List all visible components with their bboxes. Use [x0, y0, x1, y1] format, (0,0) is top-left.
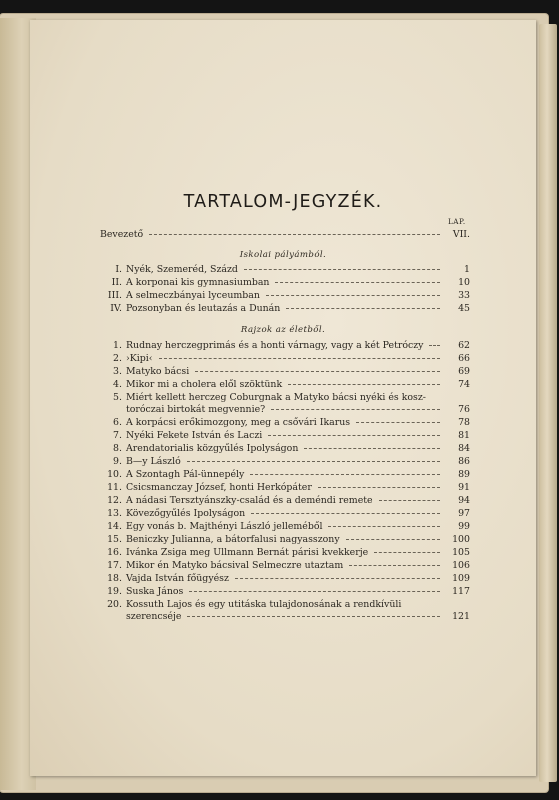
toc-entry-title: Arendatorialis közgyűlés Ipolyságon: [126, 443, 299, 454]
leader-dots: [429, 345, 440, 346]
toc-row: [100, 443, 470, 456]
toc-entry-number: 5.: [113, 392, 122, 403]
toc-entry-page: 62: [458, 340, 470, 351]
toc-entry-number: 16.: [107, 547, 122, 558]
toc-entry-number: IV.: [110, 303, 122, 314]
leader-dots: [374, 552, 440, 553]
leader-dots: [318, 487, 440, 488]
leader-dots: [187, 616, 440, 617]
toc-entry-title-continuation: toróczai birtokát megvennie?: [126, 404, 266, 415]
toc-entry-number: 3.: [113, 366, 122, 377]
toc-row: [100, 586, 470, 599]
toc-row: [100, 495, 470, 508]
toc-entry-page: 45: [458, 303, 470, 314]
section-heading: Iskolai pályámból.: [239, 250, 327, 260]
toc-entry-title: A selmeczbányai lyceumban: [126, 290, 260, 301]
toc-entry-page: 81: [458, 430, 470, 441]
leader-dots: [304, 448, 440, 449]
toc-entry-page: 10: [458, 277, 470, 288]
toc-entry-number: I.: [115, 264, 122, 275]
toc-entry-title: Pozsonyban és leutazás a Dunán: [126, 303, 281, 314]
leader-dots: [195, 371, 440, 372]
toc-entry-number: 8.: [113, 443, 122, 454]
leader-dots: [266, 295, 440, 296]
toc-entry-number: III.: [107, 290, 122, 301]
toc-entry-number: 7.: [113, 430, 122, 441]
toc-row: [100, 353, 470, 366]
toc-entry-title: Mikor mi a cholera elől szöktünk: [126, 379, 283, 390]
toc-entry-title: Kövezőgyűlés Ipolyságon: [126, 508, 246, 519]
toc-entry-page: 74: [458, 379, 470, 390]
leader-dots: [379, 500, 440, 501]
toc-entry-title: Egy vonás b. Majthényi László jelleméből: [126, 521, 323, 532]
toc-entry-number: 10.: [107, 469, 122, 480]
toc-entry-number: 11.: [107, 482, 122, 493]
page-column-header: LAP.: [448, 217, 466, 226]
toc-entry-title: Miért kellett herczeg Coburgnak a Matyko bácsi nyéki és kosz-: [126, 392, 426, 403]
leader-dots: [250, 474, 440, 475]
toc-entry-page: 84: [458, 443, 470, 454]
toc-row: [100, 508, 470, 521]
toc-entry-title: Vajda István főügyész: [126, 573, 229, 584]
toc-entry-title: Suska János: [126, 586, 184, 597]
toc-row: [100, 290, 470, 303]
leader-dots: [328, 526, 440, 527]
toc-row: [100, 534, 470, 547]
toc-entry-number: 20.: [107, 599, 122, 610]
toc-entry-number: 14.: [107, 521, 122, 532]
toc-entry-title: Rudnay herczegprimás és a honti várnagy, vagy a két Petróczy: [126, 340, 424, 351]
toc-row: [100, 547, 470, 560]
toc-entry-number: 9.: [113, 456, 122, 467]
leader-dots: [356, 422, 440, 423]
toc-entry-number: 12.: [107, 495, 122, 506]
toc-row: [100, 521, 470, 534]
toc-entry-title: Bevezető: [100, 229, 144, 240]
toc-row: [100, 573, 470, 586]
toc-entry-page: 66: [458, 353, 470, 364]
toc-entry-title: A korpácsi erőkimozgony, meg a csővári Ikarus: [126, 417, 351, 428]
toc-row: [100, 482, 470, 495]
page-edges: [539, 24, 557, 782]
leader-dots: [235, 578, 440, 579]
toc-entry-number: 17.: [107, 560, 122, 571]
leader-dots: [275, 282, 440, 283]
toc-row: [100, 366, 470, 379]
toc-row: [100, 264, 470, 277]
toc-row-continuation: [126, 611, 470, 624]
toc-entry-page: 76: [458, 404, 470, 415]
toc-entry-page: VII.: [452, 229, 470, 240]
toc-row: [100, 340, 470, 353]
toc-row: [100, 469, 470, 482]
toc-entry-page: 89: [458, 469, 470, 480]
toc-entry-number: 4.: [113, 379, 122, 390]
toc-entry-title: Beniczky Julianna, a bátorfalusi nagyasszony: [126, 534, 340, 545]
leader-dots: [187, 461, 440, 462]
toc-row: [100, 430, 470, 443]
toc-entry-page: 117: [452, 586, 470, 597]
leader-dots: [346, 539, 440, 540]
toc-entry-number: 15.: [107, 534, 122, 545]
toc-entry-title: Matyko bácsi: [126, 366, 190, 377]
leader-dots: [189, 591, 440, 592]
toc-entry-page: 78: [458, 417, 470, 428]
toc-entry-title: B—y László: [126, 456, 181, 467]
toc-row: [100, 417, 470, 430]
toc-entry-page: 86: [458, 456, 470, 467]
toc-entry-page: 100: [452, 534, 470, 545]
toc-entry-title: ›Kipi‹: [126, 353, 153, 364]
toc-entry-page: 94: [458, 495, 470, 506]
toc-entry-page: 109: [452, 573, 470, 584]
leader-dots: [271, 409, 440, 410]
toc-entry-number: II.: [111, 277, 122, 288]
page-title: TARTALOM-JEGYZÉK.: [183, 192, 383, 212]
toc-entry-title: Nyéki Fekete István és Laczi: [126, 430, 263, 441]
toc-entry-number: 2.: [113, 353, 122, 364]
toc-intro-row: [100, 229, 470, 242]
leader-dots: [286, 308, 440, 309]
toc-entry-page: 33: [458, 290, 470, 301]
toc-entry-number: 13.: [107, 508, 122, 519]
toc-entry-page: 97: [458, 508, 470, 519]
toc-entry-number: 18.: [107, 573, 122, 584]
toc-entry-number: 19.: [107, 586, 122, 597]
toc-entry-title: Nyék, Szemeréd, Százd: [126, 264, 238, 275]
toc-row: [100, 456, 470, 469]
toc-row: [100, 560, 470, 573]
toc-entry-page: 121: [452, 611, 470, 622]
leader-dots: [349, 565, 440, 566]
toc-row-continuation: [126, 404, 470, 417]
section-heading: Rajzok az életből.: [240, 325, 326, 335]
toc-entry-title: A Szontagh Pál-ünnepély: [126, 469, 245, 480]
toc-entry-title-continuation: szerencséje: [126, 611, 182, 622]
toc-row: [100, 277, 470, 290]
toc-entry-page: 69: [458, 366, 470, 377]
leader-dots: [244, 269, 440, 270]
toc-entry-number: 6.: [113, 417, 122, 428]
leader-dots: [149, 234, 440, 235]
toc-row: [100, 379, 470, 392]
toc-entry-title: Mikor én Matyko bácsival Selmeczre utaztam: [126, 560, 344, 571]
toc-entry-title: Kossuth Lajos és egy utitáska tulajdonosának a rendkívüli: [126, 599, 402, 610]
toc-entry-title: Ivánka Zsiga meg Ullmann Bernát párisi kvekkerje: [126, 547, 369, 558]
toc-entry-title: Csicsmanczay József, honti Herkópáter: [126, 482, 312, 493]
toc-row: [100, 303, 470, 316]
toc-entry-number: 1.: [113, 340, 122, 351]
toc-entry-page: 91: [458, 482, 470, 493]
toc-entry-title: A korponai kis gymnasiumban: [126, 277, 270, 288]
leader-dots: [288, 384, 440, 385]
toc-entry-title: A nádasi Tersztyánszky-család és a deméndi remete: [126, 495, 373, 506]
toc-entry-page: 1: [464, 264, 470, 275]
leader-dots: [251, 513, 440, 514]
toc-entry-page: 105: [452, 547, 470, 558]
leader-dots: [268, 435, 440, 436]
toc-entry-page: 106: [452, 560, 470, 571]
leader-dots: [159, 358, 441, 359]
toc-entry-page: 99: [458, 521, 470, 532]
